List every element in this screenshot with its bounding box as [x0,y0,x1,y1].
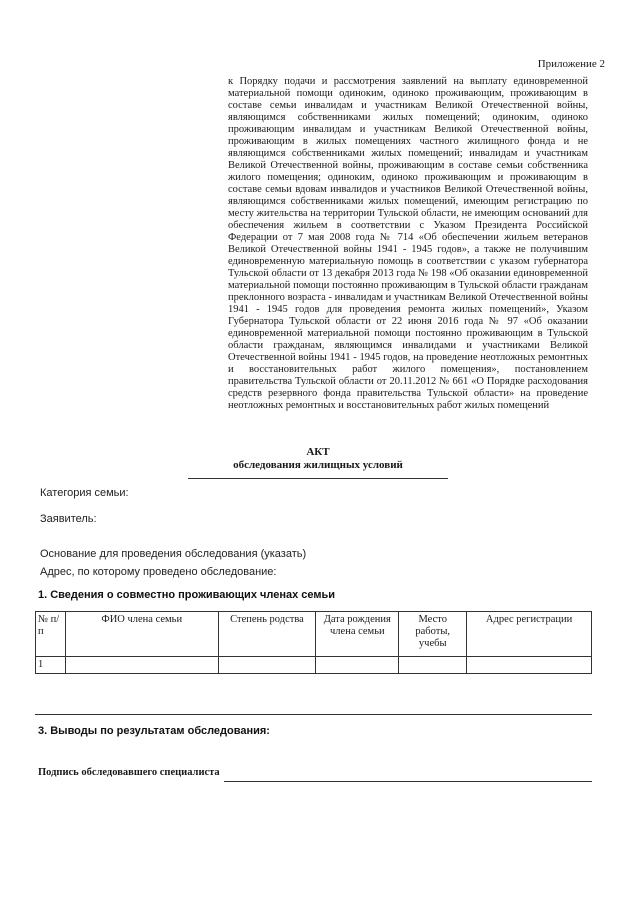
act-title: АКТ [306,446,330,458]
table-header-row [36,612,592,657]
cell-full-name[interactable] [65,657,218,674]
basis-field: Основание для проведения обследования (указать) [40,548,307,560]
act-subtitle: обследования жилищных условий [233,459,403,471]
cell-workplace[interactable] [399,657,467,674]
section-3-heading: 3. Выводы по результатам обследования: [38,725,270,737]
col-birth-date: Дата рождения члена семьи [316,612,399,657]
col-relation: Степень родства [218,612,316,657]
cell-registration-address[interactable] [467,657,592,674]
preamble-text: к Порядку подачи и рассмотрения заявлений на выплату единовременной материальной помощи одиноким, одиноко проживающим, проживающим в составе семьи инвалидам и участникам Великой Отечественной войны, являющимся собственниками жилых помещений; одиноким, одиноко проживающим инвалидам и участникам Великой Отечественной войны, проживающим в жилых помещениях частного жилищного фонда и не являющимся собственниками жилых помещений; инвалидам и участникам Великой Отечественной войны, проживающим в составе семьи собственника жилого помещения; одиноким, одиноко проживающим и проживающим в составе семьи вдовам инвалидов и участников Великой Отечественной войны, являющимся собственниками жилых помещений, имеющим регистрацию по месту жительства на территории Тульской области, не имеющим оснований для обеспечения жильем в соответствии с Указом Президента Российской Федерации от 7 мая 2008 года № 714 «Об обеспечении жильем ветеранов Великой Отечественной войны 1941 - 1945 годов», а также не получившим единовременную материальную помощь в соответствии с указом губернатора Тульской области от 13 декабря 2013 года № 198 «Об оказании единовременной материальной помощи постоянно проживающим в Тульской области гражданам преклонного возраста - инвалидам и участникам Великой Отечественной войны 1941 - 1945 годов для проведения ремонта жилых помещений», Указом Губернатора Тульской области от 22 июня 2016 года № 97 «Об оказании единовременной материальной помощи постоянно проживающим в Тульской области гражданам, являющимся инвалидами и участниками Великой Отечественной войны 1941 - 1945 годов, на проведение неотложных ремонтных и восстановительных работ жилого помещения», постановлением правительства Тульской области от 20.11.2012 № 661 «О Порядке расходования средств резервного фонда правительства Тульской области» на проведение неотложных ремонтных и восстановительных работ жилых помещений [228,76,588,411]
address-field: Адрес, по которому проведено обследование: [40,566,277,578]
col-workplace: Место работы, учебы [399,612,467,657]
act-title-underline [188,478,448,479]
family-members-table [35,611,592,674]
col-number: № п/п [36,612,66,657]
col-registration-address: Адрес регистрации [467,612,592,657]
family-category-field: Категория семьи: [40,487,129,499]
applicant-field: Заявитель: [40,513,97,525]
divider-line [35,714,592,715]
cell-relation[interactable] [218,657,316,674]
cell-number[interactable]: 1 [36,657,66,674]
cell-birth-date[interactable] [316,657,399,674]
signature-line[interactable] [224,781,592,782]
act-title-block [188,446,448,472]
appendix-label: Приложение 2 [537,58,605,70]
col-full-name: ФИО члена семьи [65,612,218,657]
signature-label: Подпись обследовавшего специалиста [38,767,220,778]
section-1-heading: 1. Сведения о совместно проживающих членах семьи [38,589,336,601]
table-row [36,657,592,674]
